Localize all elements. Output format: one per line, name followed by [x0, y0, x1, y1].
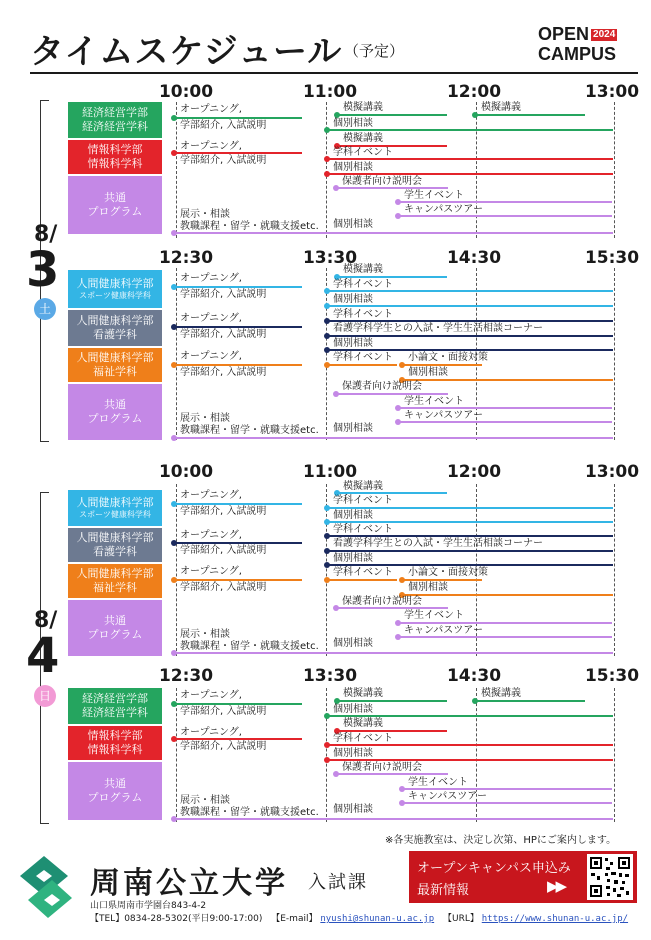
event-student: 学生イベント	[404, 610, 464, 621]
event-dept: 学科イベント	[333, 733, 393, 744]
url-label: 【URL】	[443, 914, 479, 924]
event-consult: 個別相談	[333, 704, 373, 715]
timeline-bar	[475, 114, 585, 116]
timeline-bar	[398, 636, 612, 638]
grid-line	[614, 484, 615, 656]
timeline-bar	[327, 349, 613, 351]
timeline-bar	[174, 117, 302, 119]
start-dot	[324, 303, 330, 309]
start-dot	[324, 127, 330, 133]
timeline-bar	[174, 286, 302, 288]
event-opening-detail: 学部紹介, 入試説明	[180, 289, 267, 300]
event-student: 学生イベント	[404, 396, 464, 407]
timeline-bar	[327, 290, 613, 292]
year-badge: 2024	[593, 29, 616, 41]
event-lecture: 模擬講義	[481, 688, 521, 699]
timeline-bar	[174, 437, 613, 439]
start-dot	[395, 213, 401, 219]
event-exhibit: 展示・相談	[180, 795, 230, 806]
dept-joho: 情報科学部 情報科学科	[68, 726, 162, 760]
event-consult: 個別相談	[333, 294, 373, 305]
start-dot	[395, 405, 401, 411]
start-dot	[171, 435, 177, 441]
timeline-bar	[174, 152, 302, 154]
timeline-bar	[174, 364, 302, 366]
event-opening: オープニング,	[180, 351, 242, 362]
timeline-bar	[337, 700, 447, 702]
grid-line	[614, 102, 615, 238]
event-consult: 個別相談	[333, 804, 373, 815]
start-dot	[333, 185, 339, 191]
timeline-bar	[327, 158, 613, 160]
arrow-icon: ▶▶	[547, 877, 565, 895]
start-dot	[324, 562, 330, 568]
page-subtitle: （予定）	[344, 42, 405, 60]
grid-line	[614, 688, 615, 822]
grid-line	[476, 102, 477, 238]
timeline-bar	[174, 738, 302, 740]
timeline-bar	[475, 700, 585, 702]
event-parents: 保護者向け説明会	[342, 176, 422, 187]
event-dept: 学科イベント	[333, 147, 393, 158]
start-dot	[324, 505, 330, 511]
event-dept: 学科イベント	[333, 524, 393, 535]
timeline-bar	[327, 550, 613, 552]
timeline-bar	[174, 703, 302, 705]
start-dot	[395, 199, 401, 205]
event-essay: 小論文・面接対策	[408, 567, 488, 578]
university-name: 周南公立大学	[90, 866, 288, 901]
event-opening: オープニング,	[180, 690, 242, 701]
admissions-office: 入試課	[308, 872, 368, 893]
contact-line	[90, 911, 628, 924]
event-lecture: 模擬講義	[481, 102, 521, 113]
time-label: 10:00	[158, 82, 214, 102]
start-dot	[171, 577, 177, 583]
timeline-bar	[337, 276, 447, 278]
start-dot	[399, 362, 405, 368]
timeline-bar	[336, 187, 448, 189]
dept-keizai: 経済経営学部 経済経営学科	[68, 102, 162, 138]
university-logo-icon	[14, 852, 78, 924]
event-consult: 個別相談	[408, 367, 448, 378]
timeline-bar	[337, 492, 447, 494]
start-dot	[324, 333, 330, 339]
event-lecture: 模擬講義	[343, 264, 383, 275]
event-opening: オープニング,	[180, 313, 242, 324]
event-dept: 学科イベント	[333, 352, 393, 363]
event-opening-detail: 学部紹介, 入試説明	[180, 329, 267, 340]
event-consult-corner: 看護学科学生との入試・学生生活相談コーナー	[333, 323, 543, 334]
event-opening: オープニング,	[180, 104, 242, 115]
url-link[interactable]: https://www.shunan-u.ac.jp/	[481, 914, 629, 924]
header-rule	[30, 72, 638, 74]
start-dot	[171, 540, 177, 546]
event-tour: キャンパスツアー	[404, 625, 483, 636]
timeline-bar	[327, 305, 613, 307]
start-dot	[324, 713, 330, 719]
timeline-bar	[327, 173, 613, 175]
start-dot	[171, 115, 177, 121]
event-dept: 学科イベント	[333, 309, 393, 320]
timeline-bar	[336, 393, 448, 395]
start-dot	[171, 362, 177, 368]
dept-fukushi: 人間健康科学部 福祉学科	[68, 348, 162, 382]
start-dot	[171, 324, 177, 330]
timeline-bar	[327, 129, 613, 131]
time-label: 12:00	[446, 462, 502, 482]
event-tour: キャンパスツアー	[408, 791, 487, 802]
start-dot	[399, 577, 405, 583]
event-exhibit-detail: 教職課程・留学・就職支援etc.	[180, 425, 319, 436]
grid-line	[176, 484, 177, 656]
timeline-bar	[174, 818, 613, 820]
start-dot	[324, 519, 330, 525]
time-label: 12:30	[158, 248, 214, 268]
event-dept: 学科イベント	[333, 495, 393, 506]
time-label: 13:30	[302, 666, 358, 686]
apply-banner[interactable]	[409, 851, 637, 903]
event-student: 学生イベント	[408, 777, 468, 788]
day1-day: 3	[26, 242, 60, 298]
event-parents: 保護者向け説明会	[342, 762, 422, 773]
event-consult: 個別相談	[333, 553, 373, 564]
start-dot	[171, 701, 177, 707]
day1-weekday-badge: 土	[34, 298, 56, 320]
timeline-bar	[337, 114, 447, 116]
dept-kyotsu: 共通 プログラム	[68, 176, 162, 234]
event-opening: オープニング,	[180, 530, 242, 541]
dept-joho: 情報科学部 情報科学科	[68, 140, 162, 174]
event-opening-detail: 学部紹介, 入試説明	[180, 367, 267, 378]
start-dot	[324, 347, 330, 353]
timeline-bar	[327, 715, 613, 717]
dept-kyotsu: 共通 プログラム	[68, 762, 162, 820]
event-consult: 個別相談	[333, 219, 373, 230]
event-consult: 個別相談	[333, 338, 373, 349]
timeline-bar	[402, 579, 482, 581]
event-exhibit: 展示・相談	[180, 209, 230, 220]
event-opening: オープニング,	[180, 141, 242, 152]
timeline-bar	[174, 232, 613, 234]
event-opening: オープニング,	[180, 566, 242, 577]
grid-line	[176, 102, 177, 238]
event-exhibit: 展示・相談	[180, 629, 230, 640]
dept-kyotsu: 共通 プログラム	[68, 600, 162, 656]
timeline-bar	[174, 652, 613, 654]
timeline-bar	[174, 542, 302, 544]
start-dot	[324, 362, 330, 368]
start-dot	[324, 533, 330, 539]
event-exhibit-detail: 教職課程・留学・就職支援etc.	[180, 221, 319, 232]
grid-line	[614, 268, 615, 440]
time-label: 13:30	[302, 248, 358, 268]
start-dot	[333, 605, 339, 611]
day1-month: 8/	[34, 222, 58, 247]
event-consult-corner: 看護学科学生との入試・学生生活相談コーナー	[333, 538, 543, 549]
timeline-bar	[327, 320, 613, 322]
timeline-bar	[402, 379, 613, 381]
start-dot	[395, 620, 401, 626]
timeline-bar	[402, 788, 612, 790]
timeline-bar	[327, 335, 613, 337]
event-consult: 個別相談	[333, 510, 373, 521]
time-label: 11:00	[302, 462, 358, 482]
start-dot	[395, 634, 401, 640]
dept-kango: 人間健康科学部 看護学科	[68, 528, 162, 562]
start-dot	[171, 230, 177, 236]
event-opening-detail: 学部紹介, 入試説明	[180, 155, 267, 166]
event-consult: 個別相談	[333, 638, 373, 649]
event-opening: オープニング,	[180, 490, 242, 501]
time-label: 14:30	[446, 666, 502, 686]
timeline-bar	[327, 521, 613, 523]
start-dot	[324, 548, 330, 554]
event-exhibit-detail: 教職課程・留学・就職支援etc.	[180, 807, 319, 818]
dept-sports: 人間健康科学部 スポーツ健康科学科	[68, 490, 162, 526]
event-consult: 個別相談	[408, 582, 448, 593]
event-opening: オープニング,	[180, 727, 242, 738]
event-opening-detail: 学部紹介, 入試説明	[180, 582, 267, 593]
timeline-bar	[327, 744, 613, 746]
time-label: 13:00	[584, 462, 640, 482]
timeline-bar	[174, 579, 302, 581]
open-label: OPEN	[538, 24, 590, 44]
start-dot	[395, 419, 401, 425]
tel: 【TEL】0834-28-5302(平日9:00-17:00)	[90, 914, 263, 924]
dept-fukushi: 人間健康科学部 福祉学科	[68, 564, 162, 598]
event-tour: キャンパスツアー	[404, 204, 483, 215]
start-dot	[171, 501, 177, 507]
timeline-bar	[336, 607, 448, 609]
start-dot	[399, 786, 405, 792]
start-dot	[324, 757, 330, 763]
event-consult: 個別相談	[333, 162, 373, 173]
start-dot	[171, 650, 177, 656]
timeline-bar	[398, 215, 612, 217]
event-opening-detail: 学部紹介, 入試説明	[180, 506, 267, 517]
grid-line	[326, 102, 327, 238]
apply-banner-title: オープンキャンパス申込み	[417, 861, 571, 876]
timeline-bar	[398, 201, 612, 203]
timeline-bar	[398, 407, 612, 409]
start-dot	[472, 112, 478, 118]
dept-kango: 人間健康科学部 看護学科	[68, 310, 162, 346]
time-label: 15:30	[584, 248, 640, 268]
event-lecture: 模擬講義	[343, 718, 383, 729]
event-tour: キャンパスツアー	[404, 410, 483, 421]
start-dot	[324, 318, 330, 324]
dept-sports: 人間健康科学部 スポーツ健康科学科	[68, 270, 162, 308]
start-dot	[399, 800, 405, 806]
event-opening-detail: 学部紹介, 入試説明	[180, 741, 267, 752]
time-label: 15:30	[584, 666, 640, 686]
dept-kyotsu: 共通 プログラム	[68, 384, 162, 440]
time-label: 10:00	[158, 462, 214, 482]
event-student: 学生イベント	[404, 190, 464, 201]
event-lecture: 模擬講義	[343, 688, 383, 699]
event-opening: オープニング,	[180, 273, 242, 284]
start-dot	[324, 577, 330, 583]
event-lecture: 模擬講義	[343, 133, 383, 144]
start-dot	[171, 284, 177, 290]
timeline-bar	[327, 759, 613, 761]
campus-label: CAMPUS	[538, 44, 617, 64]
timeline-bar	[174, 326, 302, 328]
start-dot	[171, 150, 177, 156]
event-parents: 保護者向け説明会	[342, 596, 422, 607]
event-opening-detail: 学部紹介, 入試説明	[180, 545, 267, 556]
grid-line	[176, 688, 177, 822]
event-essay: 小論文・面接対策	[408, 352, 488, 363]
start-dot	[324, 288, 330, 294]
grid-line	[176, 268, 177, 440]
event-lecture: 模擬講義	[343, 481, 383, 492]
time-label: 13:00	[584, 82, 640, 102]
event-parents: 保護者向け説明会	[342, 381, 422, 392]
start-dot	[324, 156, 330, 162]
event-consult: 個別相談	[333, 748, 373, 759]
page-title: タイムスケジュール	[30, 32, 343, 72]
event-opening-detail: 学部紹介, 入試説明	[180, 706, 267, 717]
start-dot	[324, 171, 330, 177]
event-dept: 学科イベント	[333, 567, 393, 578]
timeline-bar	[398, 622, 612, 624]
day2-weekday-badge: 日	[34, 685, 56, 707]
start-dot	[324, 742, 330, 748]
email-link[interactable]: nyushi@shunan-u.ac.jp	[320, 914, 435, 924]
grid-line	[326, 688, 327, 822]
timeline-bar	[337, 730, 447, 732]
room-note: ※各実施教室は、決定し次第、HPにご案内します。	[385, 835, 617, 846]
day2-month: 8/	[34, 608, 58, 633]
timeline-bar	[336, 773, 448, 775]
event-opening-detail: 学部紹介, 入試説明	[180, 120, 267, 131]
timeline-bar	[402, 802, 612, 804]
event-consult: 個別相談	[333, 118, 373, 129]
address: 山口県周南市学園台843-4-2	[90, 901, 207, 911]
event-exhibit-detail: 教職課程・留学・就職支援etc.	[180, 641, 319, 652]
start-dot	[333, 771, 339, 777]
event-dept: 学科イベント	[333, 279, 393, 290]
event-consult: 個別相談	[333, 423, 373, 434]
timeline-bar	[327, 579, 397, 581]
timeline-bar	[327, 364, 397, 366]
start-dot	[171, 816, 177, 822]
event-exhibit: 展示・相談	[180, 413, 230, 424]
timeline-bar	[327, 535, 613, 537]
qr-code-icon[interactable]	[587, 854, 633, 900]
apply-banner-subtitle: 最新情報	[417, 883, 470, 898]
start-dot	[333, 391, 339, 397]
timeline-bar	[174, 503, 302, 505]
event-lecture: 模擬講義	[343, 102, 383, 113]
time-label: 12:00	[446, 82, 502, 102]
timeline-bar	[402, 364, 482, 366]
open-campus-logo	[538, 24, 617, 64]
time-label: 12:30	[158, 666, 214, 686]
time-label: 14:30	[446, 248, 502, 268]
timeline-bar	[327, 507, 613, 509]
start-dot	[472, 698, 478, 704]
time-label: 11:00	[302, 82, 358, 102]
timeline-bar	[327, 564, 613, 566]
email-label: 【E-mail】	[271, 914, 318, 924]
start-dot	[171, 736, 177, 742]
timeline-bar	[402, 594, 613, 596]
dept-keizai: 経済経営学部 経済経営学科	[68, 688, 162, 724]
day2-day: 4	[26, 628, 60, 684]
timeline-bar	[398, 421, 612, 423]
